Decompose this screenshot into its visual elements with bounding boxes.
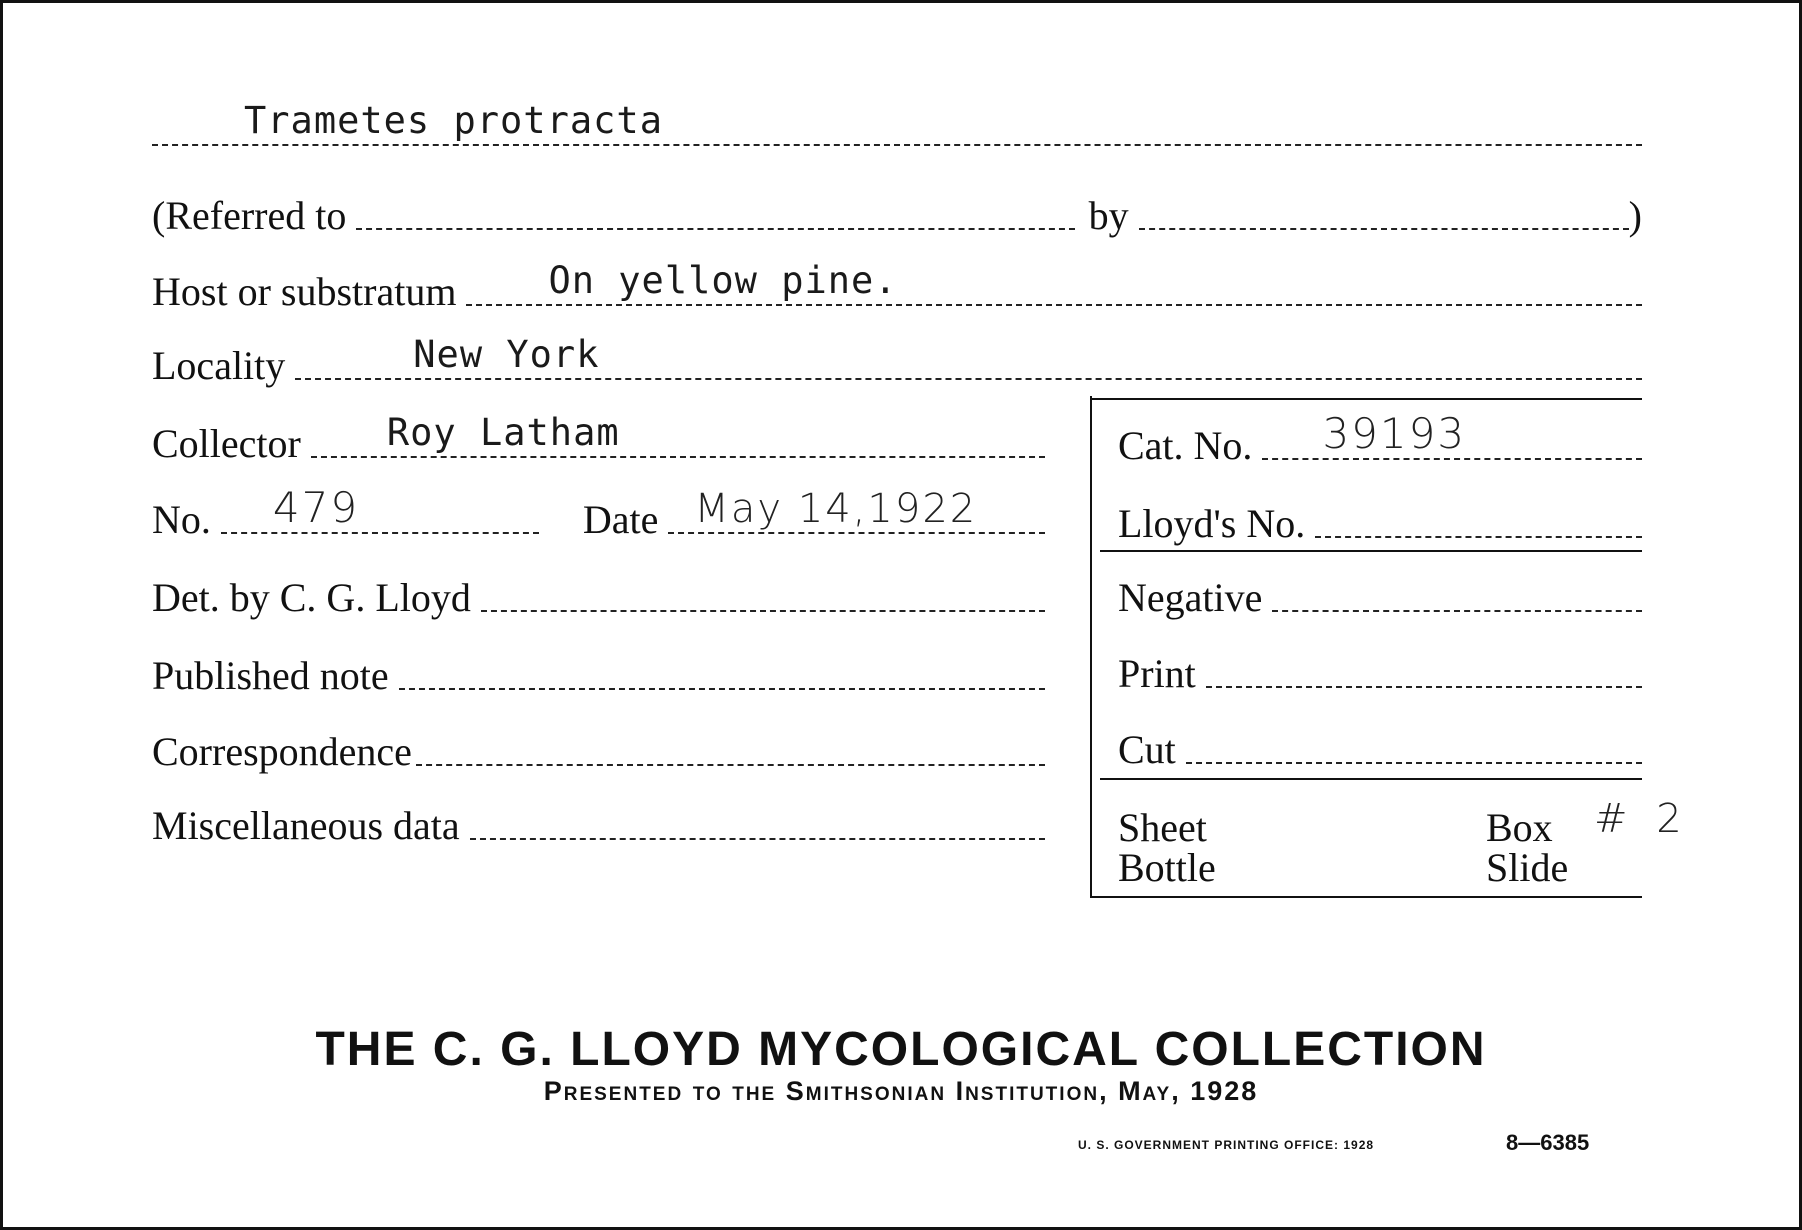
- form-number: 8—6385: [1506, 1130, 1590, 1155]
- lloyds-line: [1315, 496, 1642, 538]
- collection-subtitle: Presented to the Smithsonian Institution, May, 1928: [543, 1076, 1259, 1106]
- referred-to-line: [356, 188, 1074, 230]
- host-value: On yellow pine.: [548, 259, 898, 302]
- correspondence-row: [152, 729, 1045, 774]
- slide-label: Slide: [1486, 845, 1569, 890]
- negative-row: [1118, 575, 1642, 620]
- species-name: Trametes protracta: [244, 99, 663, 142]
- lloyds-label: Lloyd's No.: [1118, 501, 1306, 546]
- locality-row: [152, 333, 1642, 388]
- host-row: [152, 259, 1642, 314]
- misc-row: [152, 803, 1045, 848]
- cat-line: [1262, 409, 1642, 460]
- catalog-box-rule-2: [1100, 778, 1642, 780]
- date-line: [668, 486, 1045, 534]
- correspondence-label: Correspondence: [152, 729, 412, 774]
- no-value: 479: [272, 483, 360, 532]
- catalog-box-bottom-rule: [1092, 896, 1642, 898]
- locality-label: Locality: [152, 343, 286, 388]
- referred-by-line: [1139, 188, 1629, 230]
- printer-imprint: U. S. GOVERNMENT PRINTING OFFICE: 1928: [1078, 1138, 1375, 1152]
- cat-value: 39193: [1322, 409, 1467, 458]
- catalog-box-top-rule: [1090, 398, 1642, 400]
- species-row: [152, 99, 1642, 152]
- published-line: [399, 648, 1045, 690]
- print-line: [1206, 646, 1642, 688]
- print-row: [1118, 651, 1642, 696]
- misc-line: [470, 798, 1045, 840]
- by-label: by: [1088, 193, 1129, 238]
- collection-title: THE C. G. LLOYD MYCOLOGICAL COLLECTION: [315, 1023, 1487, 1076]
- cat-row: [1118, 409, 1642, 468]
- cut-row: [1118, 727, 1642, 772]
- locality-line: [295, 333, 1642, 380]
- misc-label: Miscellaneous data: [152, 803, 460, 848]
- collector-row: [152, 411, 1045, 466]
- published-row: [152, 653, 1045, 698]
- sheet-label: Sheet: [1118, 805, 1207, 850]
- referred-to-label: (Referred to: [152, 193, 347, 238]
- host-line: [466, 259, 1642, 306]
- collector-line: [311, 411, 1045, 458]
- bottle-label: Bottle: [1118, 845, 1216, 890]
- no-label: No.: [152, 497, 211, 542]
- cut-label: Cut: [1118, 727, 1176, 772]
- box-value: # 2: [1594, 796, 1690, 842]
- box-label: Box: [1486, 805, 1553, 850]
- date-label: Date: [582, 497, 659, 542]
- cut-line: [1186, 722, 1642, 764]
- catalog-box-rule-1: [1100, 550, 1642, 552]
- negative-line: [1272, 570, 1642, 612]
- det-row: [152, 575, 1045, 620]
- collector-value: Roy Latham: [386, 411, 620, 454]
- date-value: May 14,1922: [694, 486, 978, 532]
- det-label: Det. by C. G. Lloyd: [152, 575, 471, 620]
- close-paren: ): [1628, 193, 1642, 238]
- print-label: Print: [1118, 651, 1196, 696]
- no-line: [221, 483, 539, 534]
- lloyds-row: [1118, 501, 1642, 546]
- host-label: Host or substratum: [152, 269, 457, 314]
- cat-label: Cat. No.: [1118, 423, 1253, 468]
- published-label: Published note: [152, 653, 389, 698]
- number-date-row: [152, 483, 1045, 542]
- correspondence-line: [416, 724, 1045, 766]
- referred-row: [152, 193, 1642, 238]
- collector-label: Collector: [152, 421, 301, 466]
- negative-label: Negative: [1118, 575, 1263, 620]
- det-line: [481, 570, 1045, 612]
- species-line: [152, 99, 1642, 146]
- locality-value: New York: [413, 333, 600, 376]
